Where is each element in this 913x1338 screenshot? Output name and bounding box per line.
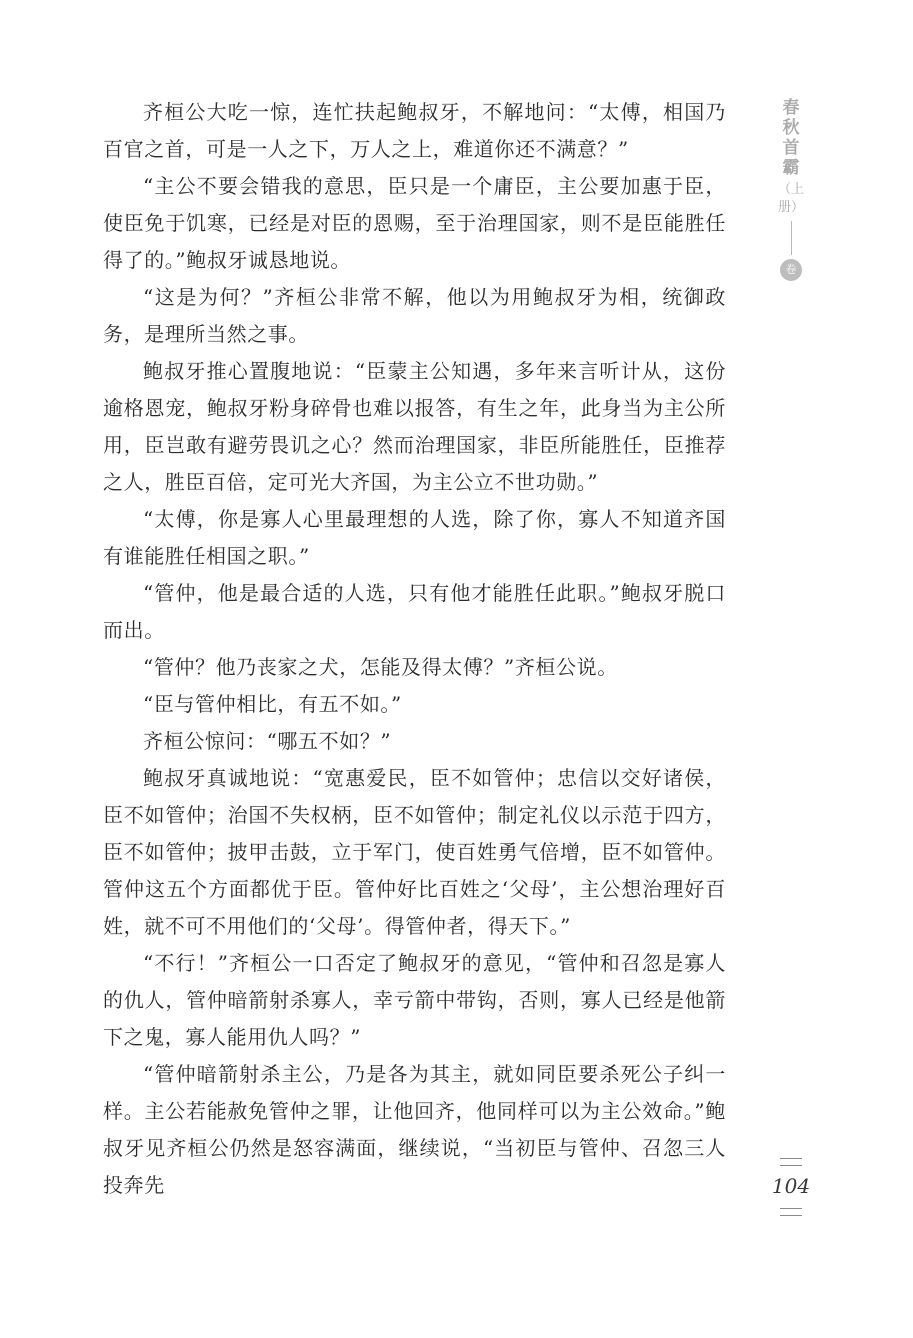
page-number: 104 xyxy=(771,1174,811,1198)
book-title: 春 秋 首 霸 xyxy=(782,98,800,178)
page-number-block xyxy=(771,1158,811,1216)
body-text xyxy=(103,94,726,1204)
paragraph: “太傅，你是寡人心里最理想的人选，除了你，寡人不知道齐国有谁能胜任相国之职。” xyxy=(103,507,726,568)
paragraph: “管仲，他是最合适的人选，只有他才能胜任此职。”鲍叔牙脱口而出。 xyxy=(103,581,726,642)
paragraph: “管仲暗箭射杀主公，乃是各为其主，就如同臣要杀死公子纠一样。主公若能赦免管仲之罪，让他回齐，他同样可以为主公效命。”鲍叔牙见齐桓公仍然是怒容满面，继续说，“当初臣与管仲、召忽三人投奔先 xyxy=(103,1062,726,1197)
paragraph: “不行！”齐桓公一口否定了鲍叔牙的意见，“管仲和召忽是寡人的仇人，管仲暗箭射杀寡人，幸亏箭中带钩，否则，寡人已经是他箭下之鬼，寡人能用仇人吗？” xyxy=(103,951,726,1049)
paragraph: “主公不要会错我的意思，臣只是一个庸臣，主公要加惠于臣，使臣免于饥寒，已经是对臣的恩赐，至于治理国家，则不是臣能胜任得了的。”鲍叔牙诚恳地说。 xyxy=(103,174,726,272)
title-divider xyxy=(791,221,792,255)
paragraph: 鲍叔牙推心置腹地说：“臣蒙主公知遇，多年来言听计从，这份逾格恩宠，鲍叔牙粉身碎骨也难以报答，有生之年，此身当为主公所用，臣岂敢有避劳畏讥之心？然而治理国家，非臣所能胜任，臣推荐之人，胜臣百倍，定可光大齐国，为主公立不世功勋。” xyxy=(103,359,726,494)
seal-icon: 卷 xyxy=(780,259,802,281)
volume-label: （上册） xyxy=(777,182,804,215)
paragraph: “这是为何？”齐桓公非常不解，他以为用鲍叔牙为相，统御政务，是理所当然之事。 xyxy=(103,285,726,346)
paragraph: 鲍叔牙真诚地说：“宽惠爱民，臣不如管仲；忠信以交好诸侯，臣不如管仲；治国不失权柄，臣不如管仲；制定礼仪以示范于四方，臣不如管仲；披甲击鼓，立于军门，使百姓勇气倍增，臣不如管仲。管仲这五个方面都优于臣。管仲好比百姓之‘父母’，主公想治理好百姓，就不可不用他们的‘父母’。得管仲者，得天下。” xyxy=(103,766,726,938)
paragraph: 齐桓公惊问：“哪五不如？” xyxy=(143,729,392,753)
folio-rule-bottom xyxy=(780,1208,802,1216)
folio-rule-top xyxy=(780,1158,802,1166)
running-title xyxy=(771,98,811,281)
paragraph: “管仲？他乃丧家之犬，怎能及得太傅？”齐桓公说。 xyxy=(143,655,618,679)
paragraph: 齐桓公大吃一惊，连忙扶起鲍叔牙，不解地问：“太傅，相国乃百官之首，可是一人之下，万人之上，难道你还不满意？” xyxy=(103,100,726,161)
paragraph: “臣与管仲相比，有五不如。” xyxy=(143,692,402,716)
